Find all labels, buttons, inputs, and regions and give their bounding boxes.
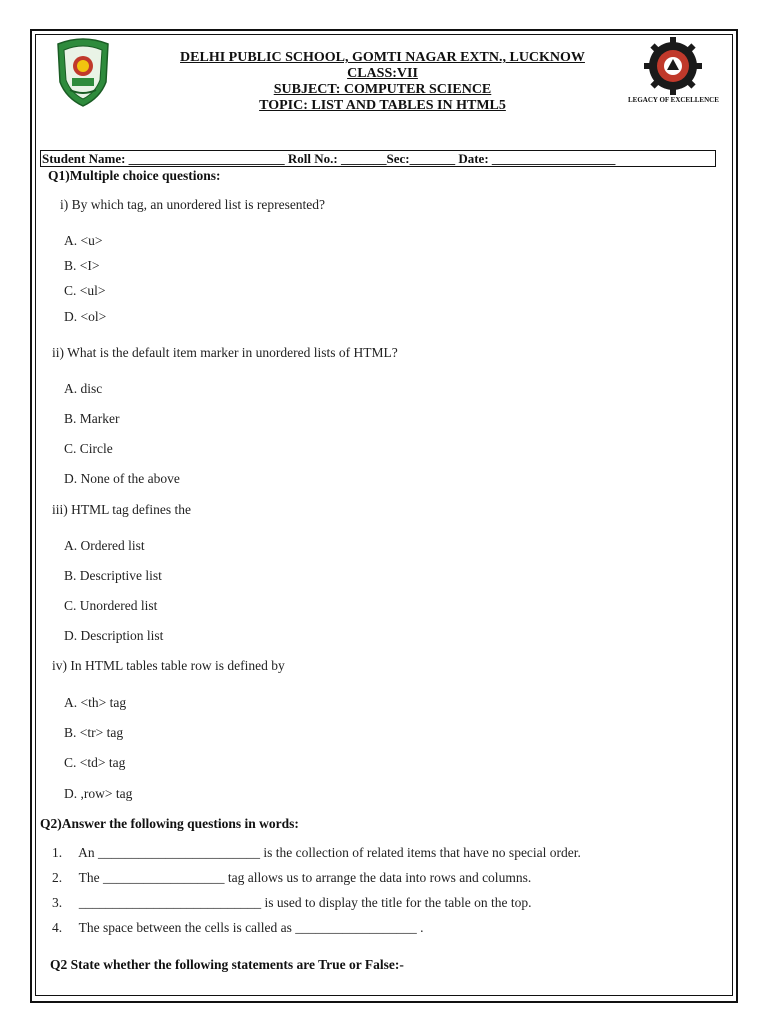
q2-item-1-blank: ________________________	[98, 845, 261, 860]
q2-item-3-post: is used to display the title for the table on the top.	[264, 895, 532, 910]
q1-4-option-d: D. ,row> tag	[64, 786, 133, 801]
q1-1-option-b: B. <I>	[64, 258, 100, 273]
q1-3-option-d: D. Description list	[64, 628, 164, 643]
q2-item-4-post: .	[420, 920, 424, 935]
q1-2-option-c: C. Circle	[64, 441, 113, 456]
q1-2-option-b: B. Marker	[64, 411, 120, 426]
school-name: DELHI PUBLIC SCHOOL, GOMTI NAGAR EXTN., LUCKNOW	[180, 50, 585, 65]
q1-3-option-b: B. Descriptive list	[64, 568, 162, 583]
gear-emblem-icon	[628, 36, 718, 96]
q2-item-3-number: 3.	[52, 895, 63, 910]
q2-item-1	[52, 845, 581, 861]
q2-item-3-blank: ___________________________	[78, 895, 262, 910]
q1-3-option-c: C. Unordered list	[64, 598, 158, 613]
q2-item-2-number: 2.	[52, 870, 63, 885]
q1-3-option-a: A. Ordered list	[64, 538, 145, 553]
q2-item-1-pre: An	[78, 845, 99, 860]
q1-4-option-b: B. <tr> tag	[64, 725, 124, 740]
q2-item-2-blank: __________________	[103, 870, 225, 885]
subject-label: SUBJECT: COMPUTER SCIENCE	[273, 82, 492, 97]
legacy-text: LEGACY OF EXCELLENCE	[628, 96, 719, 104]
q1-4-option-a: A. <th> tag	[64, 695, 127, 710]
q3-title: Q2 State whether the following statements are True or False:-	[50, 957, 404, 972]
q1-2-option-a: A. disc	[64, 381, 103, 396]
q1-1-option-c: C. <ul>	[64, 283, 106, 298]
q1-title: Q1)Multiple choice questions:	[48, 168, 221, 183]
q1-2-option-d: D. None of the above	[64, 471, 180, 486]
q2-item-4-number: 4.	[52, 920, 63, 935]
q2-item-3	[52, 895, 531, 911]
q1-question-4: iv) In HTML tables table row is defined by	[52, 658, 285, 673]
q1-1-option-a: A. <u>	[64, 233, 103, 248]
q2-item-4-pre: The space between the cells is called as	[78, 920, 296, 935]
q1-question-2: ii) What is the default item marker in unordered lists of HTML?	[52, 345, 398, 360]
q2-item-2	[52, 870, 531, 886]
document-header	[140, 50, 625, 114]
q1-1-option-d: D. <ol>	[64, 309, 107, 324]
q2-item-4-blank: __________________	[295, 920, 417, 935]
q1-question-1: i) By which tag, an unordered list is represented?	[60, 197, 326, 212]
q2-item-1-post: is the collection of related items that have no special order.	[263, 845, 581, 860]
q2-item-1-number: 1.	[52, 845, 63, 860]
q1-4-option-c: C. <td> tag	[64, 755, 126, 770]
legacy-logo	[628, 36, 718, 116]
student-info-line: Student Name: ________________________ Roll No.: _______Sec:_______ Date: ___________________	[40, 150, 716, 167]
topic-label: TOPIC: LIST AND TABLES IN HTML5	[259, 98, 506, 113]
q2-item-2-post: tag allows us to arrange the data into rows and columns.	[227, 870, 532, 885]
school-crest-icon	[50, 38, 116, 108]
class-label: CLASS:VII	[347, 66, 418, 81]
q2-item-2-pre: The	[78, 870, 104, 885]
q2-title: Q2)Answer the following questions in words:	[40, 816, 299, 831]
q1-question-3: iii) HTML tag defines the	[52, 502, 191, 517]
q2-item-4	[52, 920, 424, 936]
